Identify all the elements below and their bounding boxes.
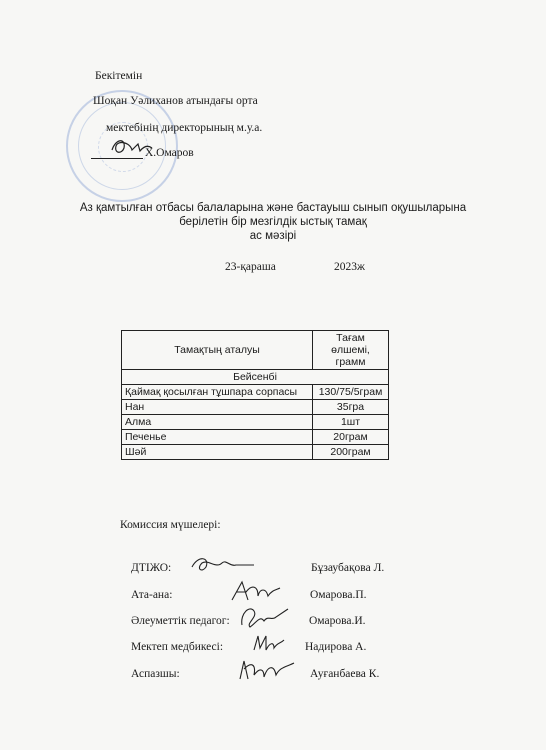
menu-date-year: 2023ж <box>334 261 365 273</box>
member-name: Омарова.И. <box>309 615 366 627</box>
dish-name: Қаймақ қосылған тұшпара сорпасы <box>122 385 313 400</box>
member-role: Мектеп медбикесі: <box>131 641 224 653</box>
approval-title: Бекітемін <box>95 70 143 82</box>
header-dish-name: Тамақтың аталуы <box>122 331 313 370</box>
member-role: ДТІЖО: <box>131 562 172 574</box>
document-title-line-1: Аз қамтылған отбасы балаларына және бастауыш сынып оқушыларына <box>79 202 467 214</box>
menu-day-row <box>122 370 389 385</box>
table-row <box>122 430 389 445</box>
dish-portion: 35гра <box>313 400 389 415</box>
member-name: Бұзаубақова Л. <box>311 562 385 574</box>
document-title-line-2: берілетін бір мезгілдік ыстық тамақ <box>179 216 367 228</box>
table-row <box>122 400 389 415</box>
member-name: Ауғанбаева К. <box>310 668 380 680</box>
member-signature <box>236 603 292 631</box>
dish-name: Нан <box>122 400 313 415</box>
member-signature <box>250 630 290 656</box>
member-signature <box>228 578 284 606</box>
dish-portion: 1шт <box>313 415 389 430</box>
table-row <box>122 415 389 430</box>
document-title-line-3: ас мәзірі <box>249 230 297 242</box>
menu-day: Бейсенбі <box>122 370 389 385</box>
dish-name: Печенье <box>122 430 313 445</box>
menu-table <box>121 330 389 460</box>
member-role: Ата-ана: <box>131 589 173 601</box>
member-name: Омарова.П. <box>310 589 367 601</box>
header-portion: Тағам өлшемі, грамм <box>313 331 389 370</box>
commission-title: Комиссия мүшелері: <box>120 519 221 531</box>
member-role: Аспазшы: <box>131 668 180 680</box>
dish-portion: 20грам <box>313 430 389 445</box>
approval-line-1: Шоқан Уәлиханов атындағы орта <box>93 95 258 107</box>
menu-table-header <box>122 331 389 370</box>
member-signature <box>234 655 298 685</box>
table-row <box>122 445 389 460</box>
approval-line-2: мектебінің директорының м.у.а. <box>106 122 263 134</box>
member-role: Әлеуметтік педагог: <box>131 615 230 627</box>
member-name: Надирова А. <box>305 641 367 653</box>
table-row <box>122 385 389 400</box>
director-name: Х.Омаров <box>145 147 194 159</box>
dish-portion: 200грам <box>313 445 389 460</box>
dish-name: Алма <box>122 415 313 430</box>
member-signature <box>188 553 258 577</box>
dish-portion: 130/75/5грам <box>313 385 389 400</box>
dish-name: Шәй <box>122 445 313 460</box>
director-signature <box>108 136 156 158</box>
menu-date-day: 23-қараша <box>225 261 276 273</box>
